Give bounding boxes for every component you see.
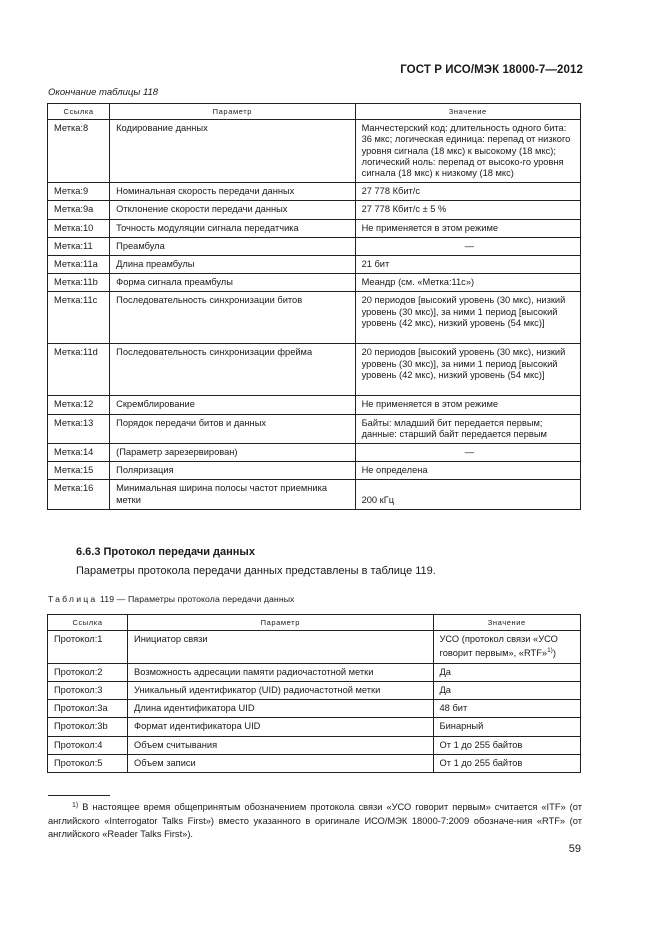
cell-value: Да	[433, 663, 580, 681]
table-header-row	[48, 615, 581, 631]
cell-param: Поляризация	[110, 462, 355, 480]
cell-value: 20 периодов [высокий уровень (30 мкс), низкий уровень (30 мкс)], за ними 1 период [высокий уровень (42 мкс), низкий уровень (54 мкс)]	[355, 292, 580, 344]
cell-value: Бинарный	[433, 718, 580, 736]
table-row	[48, 256, 581, 274]
header-param: Параметр	[110, 104, 355, 120]
footnote-ref: 1)	[547, 647, 553, 655]
cell-param: Скремблирование	[110, 396, 355, 414]
cell-value: От 1 до 255 байтов	[433, 736, 580, 754]
table-row	[48, 700, 581, 718]
table-row	[48, 344, 581, 396]
table-row	[48, 292, 581, 344]
header-value: Значение	[433, 615, 580, 631]
cell-param: (Параметр зарезервирован)	[110, 444, 355, 462]
cell-param: Объем считывания	[128, 736, 433, 754]
cell-value: 200 кГц	[355, 480, 580, 509]
cell-param: Уникальный идентификатор (UID) радиочастотной метки	[128, 681, 433, 699]
table-row	[48, 414, 581, 443]
cell-ref: Протокол:1	[48, 631, 128, 664]
cell-param: Длина преамбулы	[110, 256, 355, 274]
cell-value: 20 периодов [высокий уровень (30 мкс), низкий уровень (30 мкс)], за ними 1 период [высокий уровень (42 мкс), низкий уровень (54 мкс)]	[355, 344, 580, 396]
cell-param: Кодирование данных	[110, 120, 355, 183]
header-value: Значение	[355, 104, 580, 120]
cell-value: Не применяется в этом режиме	[355, 219, 580, 237]
cell-ref: Метка:14	[48, 444, 110, 462]
cell-value: —	[355, 444, 580, 462]
cell-param: Длина идентификатора UID	[128, 700, 433, 718]
cell-value: Байты: младший бит передается первым; данные: старший байт передается первым	[355, 414, 580, 443]
cell-ref: Метка:9а	[48, 201, 110, 219]
cell-value	[433, 631, 580, 664]
section-title: 6.6.3 Протокол передачи данных	[76, 546, 255, 558]
cell-ref: Протокол:3	[48, 681, 128, 699]
cell-param: Порядок передачи битов и данных	[110, 414, 355, 443]
cell-value-tail: )	[552, 648, 556, 659]
cell-ref: Метка:8	[48, 120, 110, 183]
table-row	[48, 183, 581, 201]
table-row	[48, 444, 581, 462]
cell-param: Последовательность синхронизации фрейма	[110, 344, 355, 396]
cell-value: Меандр (см. «Метка:11с»)	[355, 274, 580, 292]
table-119-caption	[48, 594, 295, 604]
cell-ref: Метка:11	[48, 237, 110, 255]
cell-ref: Метка:13	[48, 414, 110, 443]
cell-param: Минимальная ширина полосы частот приемника метки	[110, 480, 355, 509]
cell-value: —	[355, 237, 580, 255]
footnote	[48, 799, 582, 842]
section-text: Параметры протокола передачи данных представлены в таблице 119.	[76, 565, 436, 577]
cell-value: 27 778 Кбит/с ± 5 %	[355, 201, 580, 219]
table-row	[48, 754, 581, 772]
table-119	[47, 614, 581, 773]
cell-ref: Метка:9	[48, 183, 110, 201]
cell-value: 27 778 Кбит/с	[355, 183, 580, 201]
table-row	[48, 736, 581, 754]
cell-param: Форма сигнала преамбулы	[110, 274, 355, 292]
cell-param: Формат идентификатора UID	[128, 718, 433, 736]
caption-rest: 119 — Параметры протокола передачи данных	[97, 594, 295, 604]
header-ref: Ссылка	[48, 104, 110, 120]
table-row	[48, 274, 581, 292]
table-row	[48, 681, 581, 699]
header-ref: Ссылка	[48, 615, 128, 631]
table-header-row	[48, 104, 581, 120]
cell-param: Последовательность синхронизации битов	[110, 292, 355, 344]
footnote-text: В настоящее время общепринятым обозначением протокола связи «УСО говорит первым» считается «ITF» (от английского «Interrogator Talks First») вместо указанного в оригинале ИСО/МЭК 18000-7:2009 обозначе-ния «RTF» (от английского «Reader Talks First»).	[48, 802, 582, 839]
cell-ref: Протокол:2	[48, 663, 128, 681]
table-row	[48, 201, 581, 219]
table-row	[48, 480, 581, 509]
table-row	[48, 237, 581, 255]
footnote-marker: 1)	[72, 802, 79, 809]
table-row	[48, 663, 581, 681]
cell-value: Да	[433, 681, 580, 699]
cell-ref: Протокол:3а	[48, 700, 128, 718]
cell-ref: Метка:11b	[48, 274, 110, 292]
caption-prefix: Таблица	[48, 594, 98, 604]
table-row	[48, 120, 581, 183]
cell-value-text: УСО (протокол связи «УСО говорит первым», «RTF»	[439, 634, 558, 659]
cell-ref: Метка:12	[48, 396, 110, 414]
table-118	[47, 103, 581, 510]
table-row	[48, 462, 581, 480]
cell-param: Преамбула	[110, 237, 355, 255]
cell-ref: Протокол:3b	[48, 718, 128, 736]
cell-value: 48 бит	[433, 700, 580, 718]
cell-ref: Метка:11с	[48, 292, 110, 344]
cell-value: 21 бит	[355, 256, 580, 274]
table-118-caption: Окончание таблицы 118	[48, 87, 159, 98]
cell-ref: Метка:11d	[48, 344, 110, 396]
page-number: 59	[568, 843, 581, 855]
cell-value: Не определена	[355, 462, 580, 480]
table-row	[48, 396, 581, 414]
cell-ref: Метка:15	[48, 462, 110, 480]
footnote-divider	[48, 795, 110, 796]
cell-param: Инициатор связи	[128, 631, 433, 664]
table-row	[48, 631, 581, 664]
header-param: Параметр	[128, 615, 433, 631]
cell-value: Не применяется в этом режиме	[355, 396, 580, 414]
cell-ref: Метка:10	[48, 219, 110, 237]
cell-param: Объем записи	[128, 754, 433, 772]
cell-value: От 1 до 255 байтов	[433, 754, 580, 772]
cell-value: Манчестерский код: длительность одного бита: 36 мкс; логическая единица: перепад от низкого уровня сигнала (18 мкс) к высокому (18 мкс); логический ноль: перепад от высоко-го уровня сигнала (18 мкс) к низкому (18 мкс)	[355, 120, 580, 183]
cell-ref: Метка:16	[48, 480, 110, 509]
table-row	[48, 219, 581, 237]
cell-param: Номинальная скорость передачи данных	[110, 183, 355, 201]
table-row	[48, 718, 581, 736]
document-header: ГОСТ Р ИСО/МЭК 18000-7—2012	[400, 64, 583, 76]
cell-param: Возможность адресации памяти радиочастотной метки	[128, 663, 433, 681]
cell-ref: Протокол:4	[48, 736, 128, 754]
cell-ref: Протокол:5	[48, 754, 128, 772]
cell-param: Точность модуляции сигнала передатчика	[110, 219, 355, 237]
cell-ref: Метка:11а	[48, 256, 110, 274]
cell-param: Отклонение скорости передачи данных	[110, 201, 355, 219]
